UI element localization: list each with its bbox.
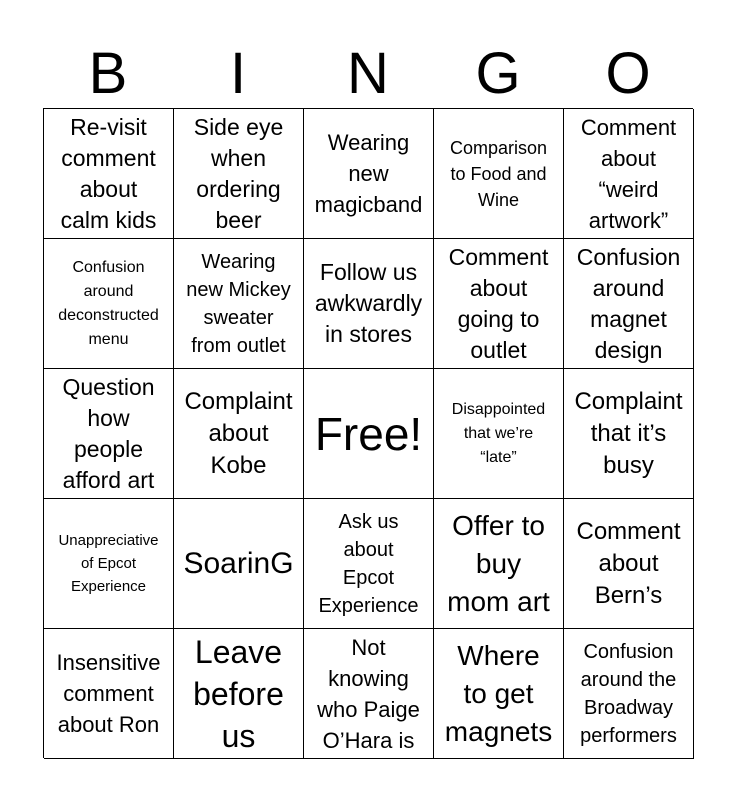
cell-text: Complaint that it’s busy: [574, 387, 683, 479]
cell-text: SoarinG: [183, 547, 294, 580]
bingo-cell-r1c4[interactable]: [434, 109, 564, 239]
cell-text: Insensitive comment about Ron: [56, 650, 161, 737]
bingo-cell-r2c5[interactable]: [564, 239, 694, 369]
cell-text: Side eye when ordering beer: [193, 113, 284, 233]
bingo-cell-r3c2[interactable]: [174, 369, 304, 499]
bingo-cell-free[interactable]: [304, 369, 434, 499]
bingo-cell-r5c2[interactable]: [174, 629, 304, 759]
cell-text: Re-visit comment about calm kids: [60, 113, 157, 233]
cell-text: Not knowing who Paige O’Hara is: [317, 634, 420, 753]
cell-text: Leave before us: [193, 633, 284, 754]
cell-text: Comparison to Food and Wine: [449, 137, 548, 210]
bingo-cell-r3c1[interactable]: [44, 369, 174, 499]
cell-text: Where to get magnets: [444, 639, 553, 747]
bingo-cell-r4c5[interactable]: [564, 499, 694, 629]
cell-text: Complaint about Kobe: [184, 387, 293, 479]
bingo-cell-r5c4[interactable]: [434, 629, 564, 759]
bingo-cell-r4c4[interactable]: [434, 499, 564, 629]
cell-text: Comment about going to outlet: [448, 243, 549, 363]
bingo-cell-r1c1[interactable]: [44, 109, 174, 239]
cell-text: Confusion around magnet design: [576, 243, 681, 363]
cell-text: Wearing new magicband: [314, 130, 423, 217]
header-letter-i: I: [229, 41, 247, 106]
bingo-header: [43, 40, 693, 108]
bingo-grid: [43, 108, 693, 758]
bingo-cell-r2c1[interactable]: [44, 239, 174, 369]
cell-text: Disappointed that we’re “late”: [451, 400, 546, 466]
bingo-cell-r5c5[interactable]: [564, 629, 694, 759]
bingo-cell-r1c2[interactable]: [174, 109, 304, 239]
cell-text: Confusion around deconstructed menu: [58, 258, 159, 348]
bingo-cell-r1c3[interactable]: [304, 109, 434, 239]
bingo-cell-r4c2[interactable]: [174, 499, 304, 629]
bingo-cell-r5c1[interactable]: [44, 629, 174, 759]
bingo-cell-r2c2[interactable]: [174, 239, 304, 369]
cell-text: Follow us awkwardly in stores: [314, 259, 423, 347]
header-letter-b: B: [88, 41, 128, 106]
cell-text: Comment about Bern’s: [576, 517, 681, 609]
cell-text: Wearing new Mickey sweater from outlet: [186, 250, 291, 357]
bingo-cell-r3c5[interactable]: [564, 369, 694, 499]
header-letter-g: G: [475, 41, 521, 106]
bingo-cell-r4c1[interactable]: [44, 499, 174, 629]
cell-text: Offer to buy mom art: [447, 509, 550, 617]
header-letter-o: O: [605, 41, 651, 106]
cell-text: Unappreciative of Epcot Experience: [58, 532, 159, 595]
free-space-text: Free!: [314, 407, 423, 460]
cell-text: Confusion around the Broadway performers: [580, 640, 677, 747]
bingo-cell-r4c3[interactable]: [304, 499, 434, 629]
cell-text: Ask us about Epcot Experience: [318, 510, 419, 617]
header-letter-n: N: [347, 41, 389, 106]
cell-text: Comment about “weird artwork”: [580, 114, 677, 233]
bingo-cell-r5c3[interactable]: [304, 629, 434, 759]
cell-text: Question how people afford art: [62, 373, 155, 493]
bingo-cell-r2c4[interactable]: [434, 239, 564, 369]
bingo-cell-r2c3[interactable]: [304, 239, 434, 369]
bingo-cell-r1c5[interactable]: [564, 109, 694, 239]
bingo-cell-r3c4[interactable]: [434, 369, 564, 499]
